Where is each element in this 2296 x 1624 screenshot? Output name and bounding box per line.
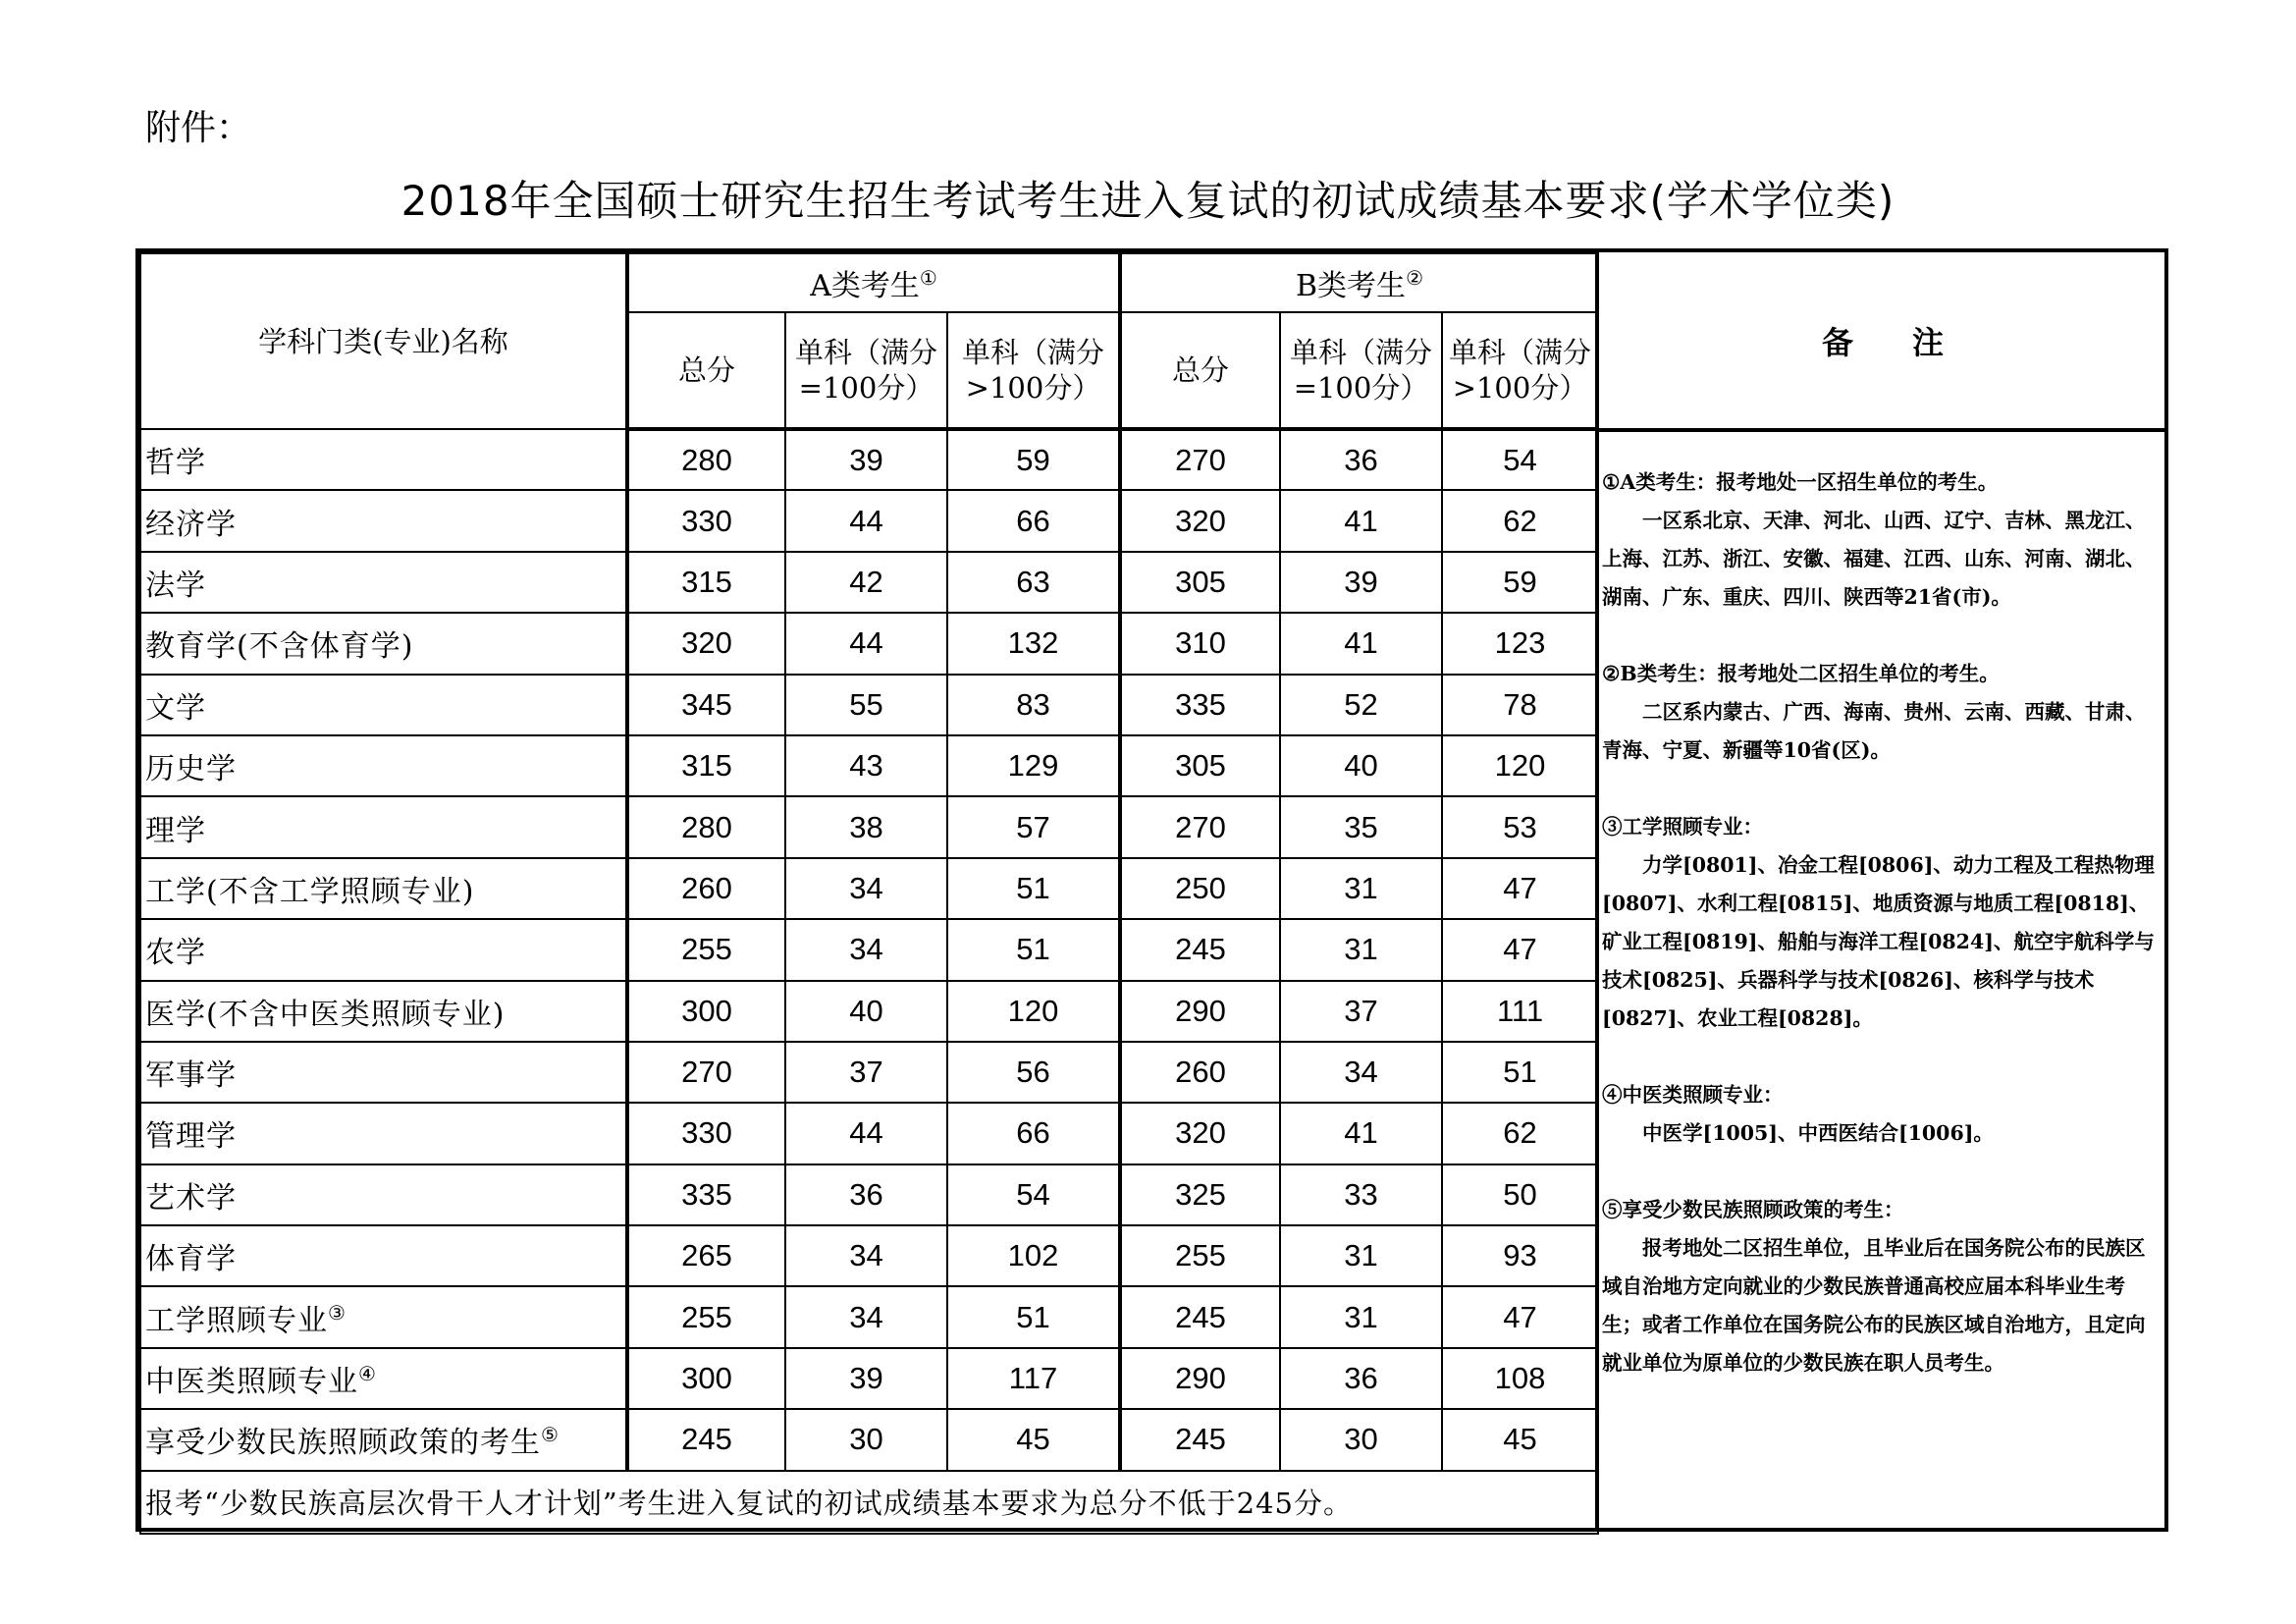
score-cell-b-total: 320 — [1120, 1103, 1280, 1164]
remarks-divider — [1595, 252, 1599, 1528]
score-cell-b-total: 310 — [1120, 613, 1280, 674]
table-row — [140, 613, 1598, 674]
score-cell-b-total: 270 — [1120, 429, 1280, 490]
score-cell-a-total: 265 — [627, 1225, 785, 1286]
score-cell-b-100: 31 — [1280, 858, 1442, 919]
subject-name-cell: 管理学 — [140, 1103, 627, 1164]
score-cell-b-100: 31 — [1280, 1286, 1442, 1347]
subject-name-cell: 军事学 — [140, 1042, 627, 1103]
score-cell-b-100: 41 — [1280, 1103, 1442, 1164]
score-cell-a-gt100: 66 — [947, 490, 1120, 551]
score-cell-a-total: 330 — [627, 1103, 785, 1164]
note-5-body: 报考地处二区招生单位，且毕业后在国务院公布的民族区域自治地方定向就业的少数民族普通高校应届本科毕业生考生；或者工作单位在国务院公布的民族区域自治地方，且定向就业单位为原单位的少数民族在职人员考生。 — [1602, 1236, 2146, 1375]
col-b-total: 总分 — [1120, 312, 1280, 429]
score-cell-b-100: 41 — [1280, 613, 1442, 674]
col-a-single-gt100: 单科（满分>100分） — [947, 312, 1120, 429]
note-5-title: ⑤享受少数民族照顾政策的考生： — [1602, 1198, 1904, 1221]
note-1-body: 一区系北京、天津、河北、山西、辽宁、吉林、黑龙江、上海、江苏、浙江、安徽、福建、江西、山东、河南、湖北、湖南、广东、重庆、四川、陕西等21省(市)。 — [1602, 509, 2146, 609]
score-cell-a-100: 55 — [785, 675, 947, 735]
score-cell-a-100: 37 — [785, 1042, 947, 1103]
table-row — [140, 1225, 1598, 1286]
score-cell-b-gt100: 45 — [1442, 1409, 1598, 1470]
score-cell-b-total: 245 — [1120, 919, 1280, 980]
table-row — [140, 490, 1598, 551]
subject-name-cell: 体育学 — [140, 1225, 627, 1286]
score-cell-a-total: 315 — [627, 735, 785, 796]
score-cell-b-gt100: 120 — [1442, 735, 1598, 796]
score-cell-b-gt100: 78 — [1442, 675, 1598, 735]
note-2-body: 二区系内蒙古、广西、海南、贵州、云南、西藏、甘肃、青海、宁夏、新疆等10省(区)。 — [1602, 700, 2146, 762]
score-cell-b-100: 39 — [1280, 552, 1442, 613]
table-row — [140, 981, 1598, 1042]
score-cell-a-100: 36 — [785, 1164, 947, 1225]
score-cell-a-gt100: 83 — [947, 675, 1120, 735]
table-row — [140, 1348, 1598, 1409]
score-cell-b-gt100: 54 — [1442, 429, 1598, 490]
score-cell-b-100: 40 — [1280, 735, 1442, 796]
score-cell-a-gt100: 56 — [947, 1042, 1120, 1103]
score-cell-b-gt100: 51 — [1442, 1042, 1598, 1103]
table-body — [140, 429, 1598, 1471]
note-3-body: 力学[0801]、冶金工程[0806]、动力工程及工程热物理[0807]、水利工程[0815]、地质资源与地质工程[0818]、矿业工程[0819]、船舶与海洋工程[0824]、航空宇航科学与技术[0825]、兵器科学与技术[0826]、核科学与技术[0827]、农业工程[0828]。 — [1602, 853, 2155, 1030]
score-cell-b-100: 31 — [1280, 919, 1442, 980]
score-cell-a-total: 300 — [627, 981, 785, 1042]
remarks-header-divider — [1599, 428, 2166, 432]
score-cell-b-100: 36 — [1280, 429, 1442, 490]
attachment-label: 附件： — [145, 108, 252, 148]
score-cell-a-100: 44 — [785, 1103, 947, 1164]
remarks-header: 备注 — [1821, 323, 2002, 361]
table-row — [140, 919, 1598, 980]
table-row — [140, 1042, 1598, 1103]
score-cell-b-total: 305 — [1120, 552, 1280, 613]
table-row — [140, 735, 1598, 796]
score-cell-a-gt100: 120 — [947, 981, 1120, 1042]
score-cell-a-total: 280 — [627, 796, 785, 857]
table-row — [140, 675, 1598, 735]
score-cell-b-total: 270 — [1120, 796, 1280, 857]
score-cell-a-total: 320 — [627, 613, 785, 674]
note-3-title: ③工学照顾专业： — [1602, 815, 1763, 839]
subject-name-cell: 工学(不含工学照顾专业) — [140, 858, 627, 919]
subject-name-cell: 中医类照顾专业④ — [140, 1348, 627, 1409]
subject-name-cell: 文学 — [140, 675, 627, 735]
score-cell-b-100: 34 — [1280, 1042, 1442, 1103]
score-cell-a-100: 34 — [785, 1225, 947, 1286]
table-row — [140, 796, 1598, 857]
subject-name-cell: 享受少数民族照顾政策的考生⑤ — [140, 1409, 627, 1470]
score-cell-a-gt100: 57 — [947, 796, 1120, 857]
score-cell-b-total: 250 — [1120, 858, 1280, 919]
score-cell-b-100: 31 — [1280, 1225, 1442, 1286]
score-cell-b-total: 320 — [1120, 490, 1280, 551]
score-cell-a-100: 43 — [785, 735, 947, 796]
score-cell-a-total: 315 — [627, 552, 785, 613]
score-cell-b-gt100: 47 — [1442, 1286, 1598, 1347]
score-cell-a-gt100: 51 — [947, 1286, 1120, 1347]
score-cell-b-total: 245 — [1120, 1286, 1280, 1347]
score-cell-b-total: 255 — [1120, 1225, 1280, 1286]
score-cell-b-gt100: 53 — [1442, 796, 1598, 857]
score-cell-a-total: 255 — [627, 1286, 785, 1347]
col-a-single-100: 单科（满分=100分） — [785, 312, 947, 429]
subject-name-cell: 历史学 — [140, 735, 627, 796]
score-cell-a-total: 335 — [627, 1164, 785, 1225]
table-row — [140, 1286, 1598, 1347]
score-cell-b-gt100: 59 — [1442, 552, 1598, 613]
score-cell-b-100: 41 — [1280, 490, 1442, 551]
table-row — [140, 552, 1598, 613]
score-cell-b-gt100: 108 — [1442, 1348, 1598, 1409]
score-cell-b-total: 290 — [1120, 981, 1280, 1042]
score-cell-a-gt100: 102 — [947, 1225, 1120, 1286]
col-b-single-100: 单科（满分=100分） — [1280, 312, 1442, 429]
score-cell-b-total: 245 — [1120, 1409, 1280, 1470]
note-2-title: ②B类考生：报考地处二区招生单位的考生。 — [1602, 662, 2000, 685]
score-cell-a-gt100: 59 — [947, 429, 1120, 490]
col-b-single-gt100: 单科（满分>100分） — [1442, 312, 1598, 429]
score-cell-a-total: 345 — [627, 675, 785, 735]
group-b-header: B类考生② — [1120, 253, 1598, 312]
subject-name-cell: 理学 — [140, 796, 627, 857]
score-table — [139, 252, 1599, 1535]
score-cell-b-100: 33 — [1280, 1164, 1442, 1225]
score-cell-b-gt100: 62 — [1442, 490, 1598, 551]
subject-column-header: 学科门类(专业)名称 — [140, 253, 627, 429]
score-cell-a-100: 30 — [785, 1409, 947, 1470]
score-cell-a-gt100: 51 — [947, 919, 1120, 980]
score-cell-b-total: 290 — [1120, 1348, 1280, 1409]
score-cell-a-total: 280 — [627, 429, 785, 490]
score-cell-a-total: 270 — [627, 1042, 785, 1103]
score-cell-b-gt100: 111 — [1442, 981, 1598, 1042]
score-cell-a-total: 300 — [627, 1348, 785, 1409]
score-cell-a-100: 34 — [785, 919, 947, 980]
subject-name-cell: 教育学(不含体育学) — [140, 613, 627, 674]
subject-name-cell: 艺术学 — [140, 1164, 627, 1225]
score-cell-b-gt100: 47 — [1442, 858, 1598, 919]
score-cell-a-100: 44 — [785, 613, 947, 674]
score-cell-a-gt100: 129 — [947, 735, 1120, 796]
score-cell-a-gt100: 54 — [947, 1164, 1120, 1225]
score-cell-a-gt100: 51 — [947, 858, 1120, 919]
score-cell-b-gt100: 62 — [1442, 1103, 1598, 1164]
score-cell-b-100: 30 — [1280, 1409, 1442, 1470]
score-cell-b-total: 325 — [1120, 1164, 1280, 1225]
score-cell-b-gt100: 93 — [1442, 1225, 1598, 1286]
score-cell-b-total: 305 — [1120, 735, 1280, 796]
score-cell-b-100: 35 — [1280, 796, 1442, 857]
score-cell-a-gt100: 66 — [947, 1103, 1120, 1164]
score-cell-a-gt100: 45 — [947, 1409, 1120, 1470]
score-cell-a-100: 39 — [785, 429, 947, 490]
score-cell-b-100: 36 — [1280, 1348, 1442, 1409]
subject-name-cell: 农学 — [140, 919, 627, 980]
note-1-title: ①A类考生：报考地处一区招生单位的考生。 — [1602, 470, 1999, 494]
score-cell-a-100: 44 — [785, 490, 947, 551]
score-cell-a-100: 38 — [785, 796, 947, 857]
score-cell-b-total: 335 — [1120, 675, 1280, 735]
subject-name-cell: 哲学 — [140, 429, 627, 490]
score-cell-a-total: 260 — [627, 858, 785, 919]
score-cell-a-total: 330 — [627, 490, 785, 551]
score-cell-a-100: 34 — [785, 858, 947, 919]
col-a-total: 总分 — [627, 312, 785, 429]
document-title: 2018年全国硕士研究生招生考试考生进入复试的初试成绩基本要求(学术学位类) — [400, 177, 1896, 225]
score-cell-a-100: 39 — [785, 1348, 947, 1409]
table-row — [140, 429, 1598, 490]
score-cell-b-gt100: 47 — [1442, 919, 1598, 980]
score-cell-a-100: 34 — [785, 1286, 947, 1347]
score-cell-b-gt100: 123 — [1442, 613, 1598, 674]
score-cell-b-100: 37 — [1280, 981, 1442, 1042]
score-cell-a-gt100: 117 — [947, 1348, 1120, 1409]
score-cell-b-total: 260 — [1120, 1042, 1280, 1103]
score-cell-a-total: 245 — [627, 1409, 785, 1470]
score-cell-a-100: 40 — [785, 981, 947, 1042]
remarks-notes — [1602, 463, 2163, 1382]
score-cell-a-100: 42 — [785, 552, 947, 613]
score-cell-a-gt100: 132 — [947, 613, 1120, 674]
subject-name-cell: 工学照顾专业③ — [140, 1286, 627, 1347]
table-row — [140, 1103, 1598, 1164]
table-row — [140, 1164, 1598, 1225]
table-row — [140, 1409, 1598, 1470]
table-row — [140, 858, 1598, 919]
score-cell-a-gt100: 63 — [947, 552, 1120, 613]
score-cell-b-gt100: 50 — [1442, 1164, 1598, 1225]
score-cell-b-100: 52 — [1280, 675, 1442, 735]
subject-name-cell: 法学 — [140, 552, 627, 613]
subject-name-cell: 医学(不含中医类照顾专业) — [140, 981, 627, 1042]
subject-name-cell: 经济学 — [140, 490, 627, 551]
footnote-row: 报考“少数民族高层次骨干人才计划”考生进入复试的初试成绩基本要求为总分不低于245分。 — [140, 1471, 1598, 1534]
note-4-title: ④中医类照顾专业： — [1602, 1083, 1784, 1107]
group-a-header: A类考生① — [627, 253, 1120, 312]
score-cell-a-total: 255 — [627, 919, 785, 980]
note-4-body: 中医学[1005]、中西医结合[1006]。 — [1642, 1121, 1994, 1145]
